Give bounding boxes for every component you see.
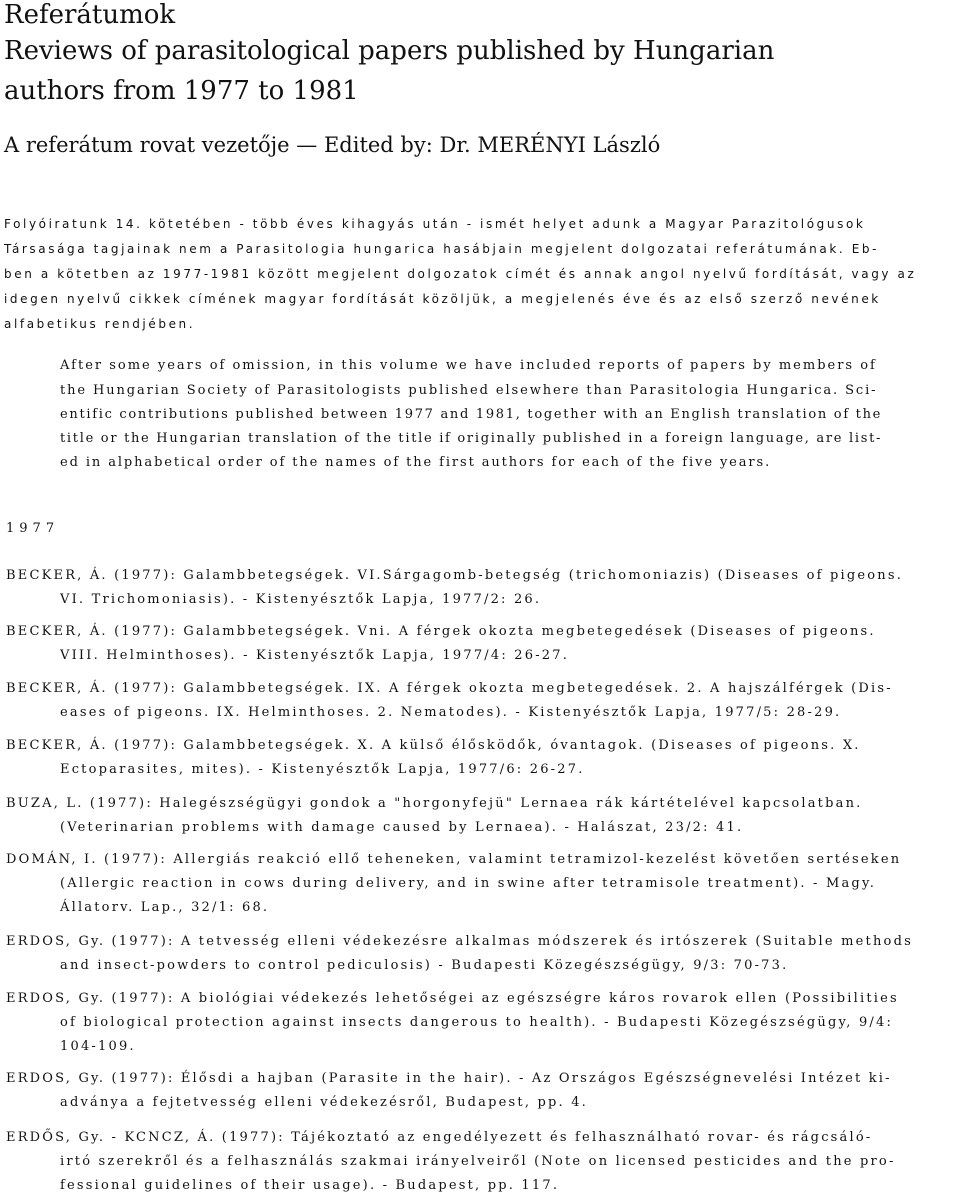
reference-line: ERDŐS, Gy. - KCNCZ, Á. (1977): Tájékoztató az engedélyezett és felhasználható rovar- és rágcsáló- xyxy=(6,1130,873,1145)
intro-en-line: title or the Hungarian translation of the title if originally published in a foreign language, are list- xyxy=(60,431,883,446)
reference-line: and insect-powders to control pediculosis) - Budapesti Közegészségügy, 9/3: 70-73. xyxy=(60,958,789,973)
intro-hu-line: Folyóiratunk 14. kötetében - több éves kihagyás után - ismét helyet adunk a Magyar Parazitológusok xyxy=(4,217,866,231)
reference-line: VIII. Helminthoses). - Kistenyésztők Lapja, 1977/4: 26-27. xyxy=(60,648,570,663)
year-heading: 1977 xyxy=(6,521,60,536)
intro-hu-line: idegen nyelvű cikkek címének magyar fordítását közöljük, a megjelenés éve és az első szerző nevének xyxy=(4,292,881,306)
section-title: Referátumok xyxy=(4,0,176,30)
intro-en-line: After some years of omission, in this volume we have included reports of papers by members of xyxy=(60,358,877,373)
reference-line: eases of pigeons. IX. Helminthoses. 2. Nematodes). - Kistenyésztők Lapja, 1977/5: 28-29. xyxy=(60,705,842,720)
reference-line: irtó szerekről és a felhasználás szakmai irányelveiről (Note on licensed pesticides and the pro- xyxy=(60,1154,896,1169)
intro-en-line: the Hungarian Society of Parasitologists published elsewhere than Parasitologia Hungarica. Sci- xyxy=(60,383,878,398)
reference-line: BECKER, Á. (1977): Galambbetegségek. IX. A férgek okozta megbetegedések. 2. A hajszálférgek (Dis- xyxy=(6,681,893,696)
intro-hu-line: ben a kötetben az 1977-1981 között megjelent dolgozatok címét és annak angol nyelvű fordítását, vagy az xyxy=(4,267,917,281)
intro-en-line: ed in alphabetical order of the names of the first authors for each of the five years. xyxy=(60,455,772,470)
reference-line: Állatorv. Lap., 32/1: 68. xyxy=(60,900,270,915)
reference-line: (Veterinarian problems with damage caused by Lernaea). - Halászat, 23/2: 41. xyxy=(60,820,744,835)
subtitle-line-2: authors from 1977 to 1981 xyxy=(4,76,359,106)
reference-line: ERDOS, Gy. (1977): Élősdi a hajban (Parasite in the hair). - Az Országos Egészségnevelési Intézet ki- xyxy=(6,1071,892,1086)
reference-line: BECKER, Á. (1977): Galambbetegségek. VI.Sárgagomb-betegség (trichomoniazis) (Diseases of pigeons. xyxy=(6,568,904,583)
reference-line: VI. Trichomoniasis). - Kistenyésztők Lapja, 1977/2: 26. xyxy=(60,592,542,607)
reference-line: BECKER, Á. (1977): Galambbetegségek. X. A külső élősködők, óvantagok. (Diseases of pigeons. X. xyxy=(6,738,861,753)
reference-line: fessional guidelines of their usage). - Budapest, pp. 117. xyxy=(60,1178,560,1193)
reference-line: adványa a fejtetvesség elleni védekezésről, Budapest, pp. 4. xyxy=(60,1095,589,1110)
editor-line: A referátum rovat vezetője — Edited by: Dr. MERÉNYI László xyxy=(4,133,661,157)
reference-line: BECKER, Á. (1977): Galambbetegségek. Vni. A férgek okozta megbetegedések (Diseases of pigeons. xyxy=(6,624,876,639)
reference-line: ERDOS, Gy. (1977): A biológiai védekezés lehetőségei az egészségre káros rovarok ellen (Possibilities xyxy=(6,991,899,1006)
subtitle-line-1: Reviews of parasitological papers published by Hungarian xyxy=(4,36,775,66)
reference-line: ERDOS, Gy. (1977): A tetvesség elleni védekezésre alkalmas módszerek és irtószerek (Suitable methods xyxy=(6,934,913,949)
reference-line: of biological protection against insects dangerous to health). - Budapesti Közegészségügy, 9/4: xyxy=(60,1015,894,1030)
reference-line: DOMÁN, I. (1977): Allergiás reakció ellő teheneken, valamint tetramizol-kezelést követően sertéseken xyxy=(6,852,902,867)
reference-line: BUZA, L. (1977): Halegészségügyi gondok a "horgonyfejü" Lernaea rák kártételével kapcsolatban. xyxy=(6,796,863,811)
reference-line: 104-109. xyxy=(60,1039,136,1054)
reference-line: (Allergic reaction in cows during delivery, and in swine after tetramisole treatment). - Magy. xyxy=(60,876,877,891)
intro-en-line: entific contributions published between 1977 and 1981, together with an English translation of the xyxy=(60,407,883,422)
intro-hu-line: Társasága tagjainak nem a Parasitologia hungarica hasábjain megjelent dolgozatai referátumának. Eb- xyxy=(4,242,880,256)
intro-hu-line: alfabetikus rendjében. xyxy=(4,317,196,331)
reference-line: Ectoparasites, mites). - Kistenyésztők Lapja, 1977/6: 26-27. xyxy=(60,762,585,777)
